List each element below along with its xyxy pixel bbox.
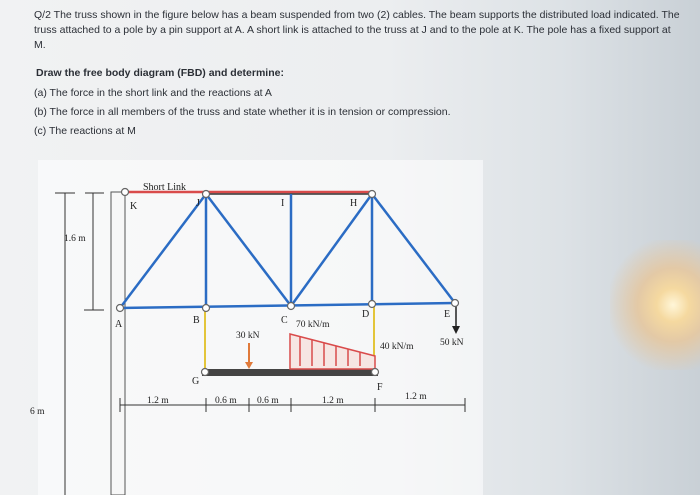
node-g <box>202 369 209 376</box>
label-load-40knm: 40 kN/m <box>380 342 414 352</box>
label-load-50kn: 50 kN <box>440 338 464 348</box>
label-d: D <box>362 309 370 320</box>
question-part-b: (b) The force in all members of the truss and state whether it is in tension or compression. <box>34 106 451 118</box>
node-k <box>122 189 129 196</box>
label-h: H <box>350 198 358 209</box>
label-span-1: 1.2 m <box>147 396 169 406</box>
node-d <box>369 301 376 308</box>
question-part-c: (c) The reactions at M <box>34 125 136 137</box>
question-header: Q/2 The truss shown in the figure below has a beam suspended from two (2) cables. The beam supports the distributed load indicated. The truss attached to a pole by a pin support at A. A short link is attached to the truss at J and to the pole at K. The pole has a fixed support at M. <box>34 9 680 51</box>
label-c: C <box>281 315 288 326</box>
label-short-link: Short Link <box>143 182 187 193</box>
pole <box>111 192 125 495</box>
label-f: F <box>377 382 383 393</box>
question-instruction: Draw the free body diagram (FBD) and determine: <box>36 67 284 79</box>
label-span-2: 0.6 m <box>215 396 237 406</box>
beam-gf <box>202 369 378 376</box>
label-e: E <box>444 309 451 320</box>
node-e <box>452 300 459 307</box>
label-a: A <box>115 319 123 330</box>
label-span-4: 1.2 m <box>322 396 344 406</box>
label-k: K <box>130 201 138 212</box>
label-j: J <box>196 198 200 209</box>
label-dim-pole: 6 m <box>30 407 45 417</box>
label-span-5: 1.2 m <box>405 392 427 402</box>
label-g: G <box>192 376 200 387</box>
node-j <box>203 191 210 198</box>
node-c <box>288 303 295 310</box>
node-f <box>372 369 379 376</box>
label-b: B <box>193 315 200 326</box>
question-part-a: (a) The force in the short link and the reactions at A <box>34 87 272 99</box>
label-span-3: 0.6 m <box>257 396 279 406</box>
label-i: I <box>281 198 285 209</box>
node-b <box>203 305 210 312</box>
label-dim-height: 1.6 m <box>64 234 86 244</box>
node-h <box>369 191 376 198</box>
node-a <box>117 305 124 312</box>
label-load-70knm: 70 kN/m <box>296 320 330 330</box>
figure-background <box>38 160 483 495</box>
label-load-30kn: 30 kN <box>236 331 260 341</box>
